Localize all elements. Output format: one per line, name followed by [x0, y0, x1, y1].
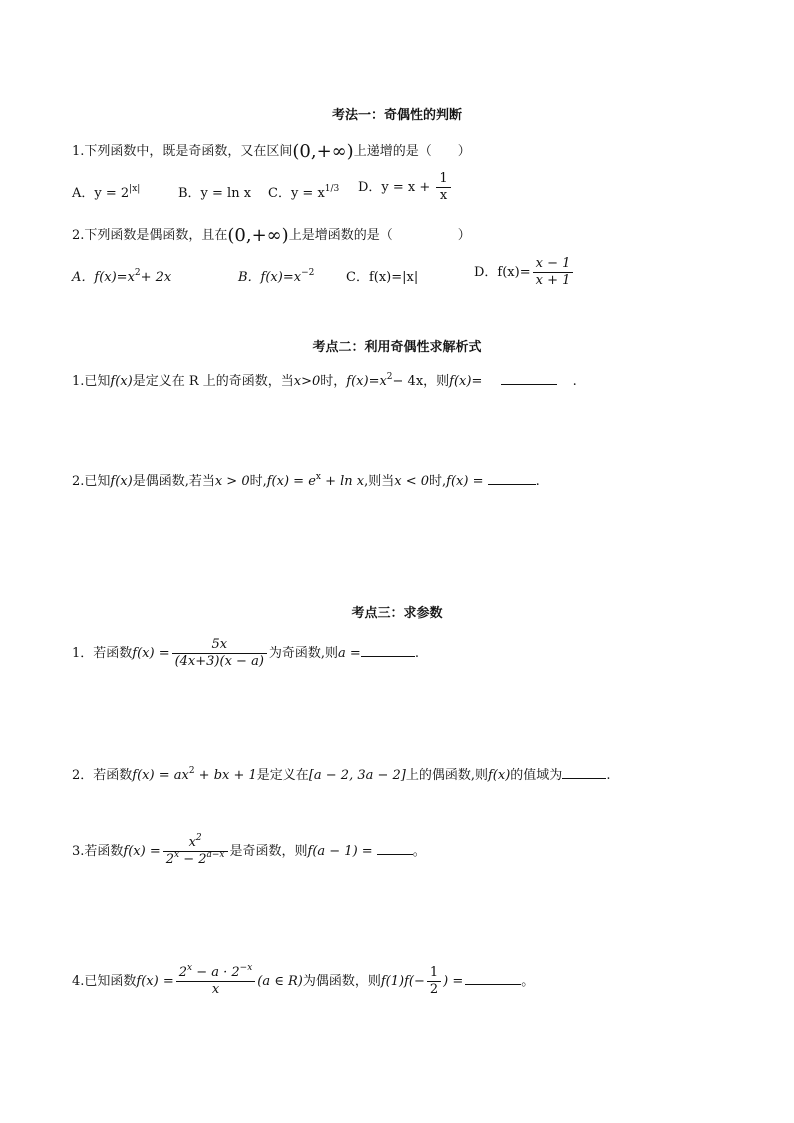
option-c: C．$y = x^{1/3}$ [268, 184, 340, 201]
question-1-1 [72, 140, 471, 162]
q-text: 上是增函数的是（ ） [288, 228, 471, 243]
section-title-1: 考法一：奇偶性的判断 [331, 108, 462, 123]
q-text: 2.下列函数是偶函数，且在 [72, 228, 228, 243]
answer-blank[interactable] [361, 645, 415, 657]
section-title-3: 考点三：求参数 [351, 606, 443, 621]
question-2-1: 1.已知f(x)是定义在 R 上的奇函数，当x>0时，$f(x)=x^2- 4x$，则f(x)= . [72, 372, 577, 389]
option-d: D．f(x)= $\frac{x - 1}{x + 1}$ [474, 257, 575, 288]
option-a: A．$y = 2^{|x|}$ [72, 184, 141, 201]
interval: (0,+∞) [227, 225, 289, 246]
question-1-2 [72, 224, 471, 246]
interval: (0,+∞) [292, 141, 354, 162]
answer-blank[interactable] [562, 767, 606, 779]
fraction: $\frac{x^2}{2^x - 2^{a-x}}$ [163, 836, 228, 867]
option-c: C．f(x)=|x| [346, 270, 419, 285]
question-3-2: 2．若函数$f(x) = ax^2$ + bx + 1是定义在[a − 2, 3a − 2]上的偶函数,则f(x)的值域为 . [72, 766, 611, 783]
fraction: $\frac{x - 1}{x + 1}$ [533, 257, 574, 288]
fraction: $\frac{5x}{(4x+3)(x - a)}$ [172, 638, 267, 669]
question-3-3: 3.若函数f(x) = $\frac{x^2}{2^x - 2^{a-x}}$ 是奇函数，则f(a − 1) = 。 [72, 833, 426, 867]
question-2-2: 2.已知f(x)是偶函数,若当x > 0时$,f(x) = e^x + \ln x$,则当x < 0时,f(x) = . [72, 472, 540, 489]
section-title-2: 考点二：利用奇偶性求解析式 [312, 340, 482, 355]
fraction: $\frac{2^x - a \cdot 2^{-x}}{x}$ [176, 966, 256, 997]
option-a: A．$f(x)=x^2+ 2x$ [72, 268, 172, 285]
q-text: 上递增的是（ ） [353, 144, 471, 159]
q-text: 1.下列函数中，既是奇函数，又在区间 [72, 144, 293, 159]
option-b: B．y = ln x [178, 186, 252, 201]
option-d: D．y = x + $\frac{1}{x}$ [358, 172, 453, 203]
answer-blank[interactable] [465, 973, 521, 985]
answer-blank[interactable] [501, 373, 557, 385]
question-3-1: 1．若函数f(x) = $\frac{5x}{(4x+3)(x - a)}$ 为奇函数,则a = . [72, 637, 419, 669]
answer-blank[interactable] [488, 473, 536, 485]
question-3-4: 4.已知函数f(x) = $\frac{2^x - a \cdot 2^{-x}}{x}$ (a ∈ R)为偶函数，则f(1)f(− $\frac{1}{2}$ ) = 。 [72, 963, 535, 997]
answer-blank[interactable] [377, 843, 413, 855]
fraction: $\frac{1}{x}$ [436, 172, 450, 203]
fraction: $\frac{1}{2}$ [427, 966, 441, 997]
option-b: B．$f(x)=x^{-2}$ [238, 268, 315, 285]
